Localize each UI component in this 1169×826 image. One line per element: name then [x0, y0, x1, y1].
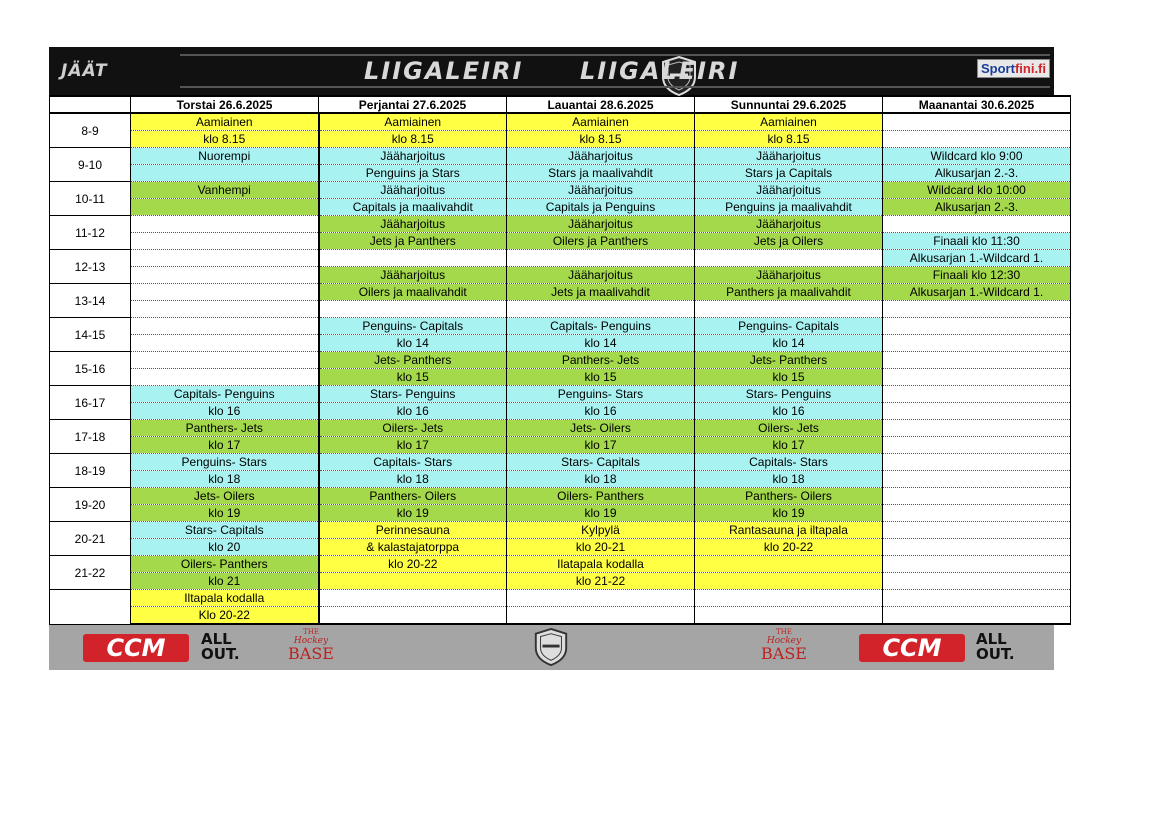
schedule-row	[50, 165, 1071, 182]
all-out-b: OUT.	[976, 645, 1015, 663]
schedule-cell: Jääharjoitus	[319, 267, 507, 284]
time-slot-label: 14-15	[50, 318, 131, 352]
ccm-logo: CCM	[83, 634, 189, 662]
schedule-cell	[883, 471, 1071, 488]
hb-hockey: Hockey	[766, 636, 802, 646]
schedule-row	[50, 113, 1071, 131]
schedule-cell	[131, 233, 319, 250]
schedule-row	[50, 437, 1071, 454]
schedule-cell: klo 16	[695, 403, 883, 420]
schedule-cell: Aamiainen	[695, 113, 883, 131]
schedule-cell: Vanhempi	[131, 182, 319, 199]
schedule-cell	[883, 301, 1071, 318]
schedule-cell	[883, 420, 1071, 437]
sponsor-footer	[49, 625, 1054, 670]
schedule-cell: Jääharjoitus	[695, 182, 883, 199]
schedule-cell	[883, 437, 1071, 454]
all-out-logo	[976, 632, 1015, 662]
jaat-logo: JÄÄT	[61, 61, 108, 81]
schedule-cell: Nuorempi	[131, 148, 319, 165]
sportfini-logo	[977, 59, 1050, 78]
nhl-shield-icon	[532, 627, 570, 667]
schedule-cell: Wildcard klo 10:00	[883, 182, 1071, 199]
schedule-cell	[883, 386, 1071, 403]
schedule-row	[50, 318, 1071, 335]
schedule-cell: klo 18	[131, 471, 319, 488]
schedule-cell	[883, 522, 1071, 539]
all-out-a: ALL	[201, 630, 232, 648]
schedule-cell: Alkusarjan 1.-Wildcard 1.	[883, 284, 1071, 301]
schedule-cell: Jääharjoitus	[319, 148, 507, 165]
time-slot-label: 19-20	[50, 488, 131, 522]
schedule-cell: klo 8.15	[131, 131, 319, 148]
schedule-cell: Penguins ja maalivahdit	[695, 199, 883, 216]
schedule-cell	[695, 607, 883, 625]
schedule-cell: Jääharjoitus	[695, 148, 883, 165]
schedule-row	[50, 301, 1071, 318]
schedule-cell: klo 18	[319, 471, 507, 488]
hockey-base-logo	[758, 628, 810, 668]
schedule-row	[50, 369, 1071, 386]
all-out-a: ALL	[976, 630, 1007, 648]
schedule-cell	[695, 250, 883, 267]
schedule-cell: klo 15	[507, 369, 695, 386]
time-slot-label: 15-16	[50, 352, 131, 386]
schedule-cell: klo 16	[507, 403, 695, 420]
schedule-cell: klo 8.15	[695, 131, 883, 148]
schedule-row	[50, 182, 1071, 199]
schedule-cell: klo 21-22	[507, 573, 695, 590]
schedule-cell: Jääharjoitus	[507, 216, 695, 233]
schedule-cell: Jääharjoitus	[507, 267, 695, 284]
schedule-cell: Oilers- Panthers	[131, 556, 319, 573]
time-slot-label: 10-11	[50, 182, 131, 216]
schedule-cell: klo 19	[131, 505, 319, 522]
hb-base: BASE	[288, 644, 334, 663]
schedule-cell: klo 15	[319, 369, 507, 386]
schedule-cell: Panthers- Jets	[131, 420, 319, 437]
schedule-cell: Stars ja Capitals	[695, 165, 883, 182]
schedule-cell: Oilers- Jets	[319, 420, 507, 437]
schedule-cell	[883, 505, 1071, 522]
schedule-cell: klo 19	[507, 505, 695, 522]
schedule-cell	[883, 556, 1071, 573]
schedule-row	[50, 386, 1071, 403]
schedule-cell	[131, 284, 319, 301]
schedule-row	[50, 573, 1071, 590]
schedule-cell	[883, 216, 1071, 233]
hb-base: BASE	[761, 644, 807, 663]
schedule-sheet	[49, 47, 1054, 670]
day-header: Maanantai 30.6.2025	[883, 96, 1071, 113]
schedule-cell: klo 14	[319, 335, 507, 352]
schedule-cell	[883, 352, 1071, 369]
schedule-cell: klo 19	[695, 505, 883, 522]
schedule-cell: Jets ja Oilers	[695, 233, 883, 250]
schedule-row	[50, 607, 1071, 625]
schedule-cell	[131, 250, 319, 267]
schedule-cell	[131, 369, 319, 386]
schedule-cell: Jets ja Panthers	[319, 233, 507, 250]
schedule-cell	[319, 301, 507, 318]
schedule-cell: Oilers ja maalivahdit	[319, 284, 507, 301]
schedule-cell: Finaali klo 12:30	[883, 267, 1071, 284]
schedule-row	[50, 522, 1071, 539]
schedule-cell: Alkusarjan 1.-Wildcard 1.	[883, 250, 1071, 267]
schedule-cell: klo 16	[131, 403, 319, 420]
schedule-cell: klo 15	[695, 369, 883, 386]
header-banner	[49, 47, 1054, 95]
schedule-cell: Jets- Oilers	[507, 420, 695, 437]
all-out-logo	[201, 632, 240, 662]
schedule-cell: klo 20-22	[319, 556, 507, 573]
schedule-row	[50, 250, 1071, 267]
schedule-cell: klo 17	[131, 437, 319, 454]
schedule-cell: klo 8.15	[507, 131, 695, 148]
hb-the: THE	[776, 628, 792, 636]
schedule-cell: Wildcard klo 9:00	[883, 148, 1071, 165]
schedule-cell: Jets ja maalivahdit	[507, 284, 695, 301]
time-slot-label: 8-9	[50, 113, 131, 148]
day-header-row	[50, 96, 1071, 113]
schedule-cell: Klo 20-22	[131, 607, 319, 625]
schedule-cell: Stars- Penguins	[695, 386, 883, 403]
schedule-cell	[883, 573, 1071, 590]
schedule-cell: klo 21	[131, 573, 319, 590]
schedule-row	[50, 267, 1071, 284]
schedule-cell	[507, 607, 695, 625]
schedule-cell: klo 17	[507, 437, 695, 454]
schedule-cell: Stars- Capitals	[507, 454, 695, 471]
schedule-cell: Jääharjoitus	[507, 182, 695, 199]
schedule-cell	[507, 301, 695, 318]
schedule-cell: Jääharjoitus	[319, 182, 507, 199]
schedule-cell: Oilers- Panthers	[507, 488, 695, 505]
time-slot-label: 16-17	[50, 386, 131, 420]
schedule-cell	[883, 113, 1071, 131]
schedule-cell	[883, 403, 1071, 420]
schedule-cell	[695, 301, 883, 318]
schedule-row	[50, 131, 1071, 148]
schedule-cell: klo 17	[319, 437, 507, 454]
schedule-cell: Penguins- Stars	[507, 386, 695, 403]
schedule-cell	[131, 352, 319, 369]
schedule-cell: Oilers- Jets	[695, 420, 883, 437]
schedule-cell: Panthers- Jets	[507, 352, 695, 369]
schedule-cell	[883, 454, 1071, 471]
schedule-cell: Kylpylä	[507, 522, 695, 539]
title-rule-top	[180, 54, 1050, 56]
schedule-cell: Jets- Oilers	[131, 488, 319, 505]
time-slot-label: 11-12	[50, 216, 131, 250]
schedule-cell: Capitals ja maalivahdit	[319, 199, 507, 216]
hb-the: THE	[303, 628, 319, 636]
schedule-cell: klo 18	[507, 471, 695, 488]
schedule-cell: Stars- Capitals	[131, 522, 319, 539]
schedule-cell: Jets- Panthers	[319, 352, 507, 369]
schedule-cell	[131, 165, 319, 182]
time-slot-label: 9-10	[50, 148, 131, 182]
schedule-cell	[319, 607, 507, 625]
schedule-cell: Stars ja maalivahdit	[507, 165, 695, 182]
schedule-row	[50, 539, 1071, 556]
all-out-b: OUT.	[201, 645, 240, 663]
schedule-cell: Stars- Penguins	[319, 386, 507, 403]
schedule-cell	[131, 335, 319, 352]
schedule-cell	[883, 539, 1071, 556]
schedule-cell: Panthers- Oilers	[319, 488, 507, 505]
schedule-cell: klo 20	[131, 539, 319, 556]
schedule-cell	[883, 131, 1071, 148]
schedule-cell: klo 16	[319, 403, 507, 420]
schedule-row	[50, 454, 1071, 471]
schedule-cell	[319, 250, 507, 267]
schedule-body	[50, 113, 1071, 624]
schedule-row	[50, 403, 1071, 420]
schedule-cell: Jääharjoitus	[507, 148, 695, 165]
schedule-cell: Finaali klo 11:30	[883, 233, 1071, 250]
schedule-cell: Jääharjoitus	[695, 216, 883, 233]
time-slot-label: 21-22	[50, 556, 131, 590]
sportfini-part-b: fini.fi	[1014, 61, 1046, 76]
schedule-cell: klo 17	[695, 437, 883, 454]
schedule-row	[50, 352, 1071, 369]
schedule-cell: Alkusarjan 2.-3.	[883, 165, 1071, 182]
schedule-cell	[883, 318, 1071, 335]
schedule-cell: Aamiainen	[131, 113, 319, 131]
schedule-cell	[131, 318, 319, 335]
schedule-cell: Oilers ja Panthers	[507, 233, 695, 250]
schedule-cell: Iltapala kodalla	[131, 590, 319, 607]
schedule-row	[50, 488, 1071, 505]
schedule-cell	[695, 556, 883, 573]
schedule-cell: Ilatapala kodalla	[507, 556, 695, 573]
ccm-logo: CCM	[859, 634, 965, 662]
schedule-cell	[883, 488, 1071, 505]
schedule-cell: klo 18	[695, 471, 883, 488]
schedule-cell: Penguins- Stars	[131, 454, 319, 471]
schedule-cell	[507, 250, 695, 267]
schedule-row	[50, 471, 1071, 488]
schedule-cell	[131, 301, 319, 318]
title-right: LIIGALEIRI	[580, 57, 740, 85]
schedule-cell: klo 20-21	[507, 539, 695, 556]
schedule-cell	[883, 590, 1071, 607]
schedule-row	[50, 148, 1071, 165]
schedule-row	[50, 335, 1071, 352]
time-slot-label: 18-19	[50, 454, 131, 488]
schedule-cell: Capitals- Stars	[695, 454, 883, 471]
schedule-cell: Penguins- Capitals	[319, 318, 507, 335]
schedule-cell	[507, 590, 695, 607]
schedule-cell	[883, 369, 1071, 386]
schedule-cell: Alkusarjan 2.-3.	[883, 199, 1071, 216]
schedule-cell: klo 14	[695, 335, 883, 352]
day-header: Torstai 26.6.2025	[131, 96, 319, 113]
time-slot-label: 20-21	[50, 522, 131, 556]
schedule-cell: & kalastajatorppa	[319, 539, 507, 556]
schedule-row	[50, 556, 1071, 573]
schedule-cell	[131, 267, 319, 284]
time-slot-label: 13-14	[50, 284, 131, 318]
title-left: LIIGALEIRI	[364, 57, 524, 85]
hb-hockey: Hockey	[293, 636, 329, 646]
schedule-cell: klo 19	[319, 505, 507, 522]
schedule-cell: klo 14	[507, 335, 695, 352]
time-slot-label	[50, 590, 131, 625]
day-header: Lauantai 28.6.2025	[507, 96, 695, 113]
schedule-cell: Panthers ja maalivahdit	[695, 284, 883, 301]
title-rule-bottom	[180, 86, 1050, 88]
schedule-cell	[131, 216, 319, 233]
schedule-cell	[883, 607, 1071, 625]
schedule-cell: Jääharjoitus	[319, 216, 507, 233]
hockey-base-logo	[285, 628, 337, 668]
schedule-row	[50, 505, 1071, 522]
schedule-row	[50, 284, 1071, 301]
schedule-table	[49, 95, 1071, 625]
schedule-cell: Capitals- Stars	[319, 454, 507, 471]
time-slot-label: 17-18	[50, 420, 131, 454]
schedule-row	[50, 420, 1071, 437]
schedule-row	[50, 590, 1071, 607]
schedule-cell: Capitals- Penguins	[507, 318, 695, 335]
schedule-cell: klo 8.15	[319, 131, 507, 148]
day-header: Perjantai 27.6.2025	[319, 96, 507, 113]
corner-cell	[50, 96, 131, 113]
schedule-cell: Capitals- Penguins	[131, 386, 319, 403]
schedule-cell	[319, 573, 507, 590]
schedule-row	[50, 216, 1071, 233]
schedule-row	[50, 233, 1071, 250]
schedule-cell	[883, 335, 1071, 352]
schedule-cell: Rantasauna ja iltapala	[695, 522, 883, 539]
sportfini-part-a: Sport	[981, 61, 1015, 76]
schedule-cell: Aamiainen	[319, 113, 507, 131]
schedule-cell	[131, 199, 319, 216]
schedule-cell	[319, 590, 507, 607]
schedule-cell: Aamiainen	[507, 113, 695, 131]
day-header: Sunnuntai 29.6.2025	[695, 96, 883, 113]
schedule-row	[50, 199, 1071, 216]
schedule-cell: Perinnesauna	[319, 522, 507, 539]
schedule-cell: Penguins ja Stars	[319, 165, 507, 182]
schedule-cell	[695, 573, 883, 590]
time-slot-label: 12-13	[50, 250, 131, 284]
schedule-cell: klo 20-22	[695, 539, 883, 556]
schedule-cell: Capitals ja Penguins	[507, 199, 695, 216]
schedule-cell: Jets- Panthers	[695, 352, 883, 369]
schedule-cell: Penguins- Capitals	[695, 318, 883, 335]
schedule-cell: Panthers- Oilers	[695, 488, 883, 505]
schedule-cell: Jääharjoitus	[695, 267, 883, 284]
liigaleiri-title	[180, 53, 1050, 89]
schedule-cell	[695, 590, 883, 607]
